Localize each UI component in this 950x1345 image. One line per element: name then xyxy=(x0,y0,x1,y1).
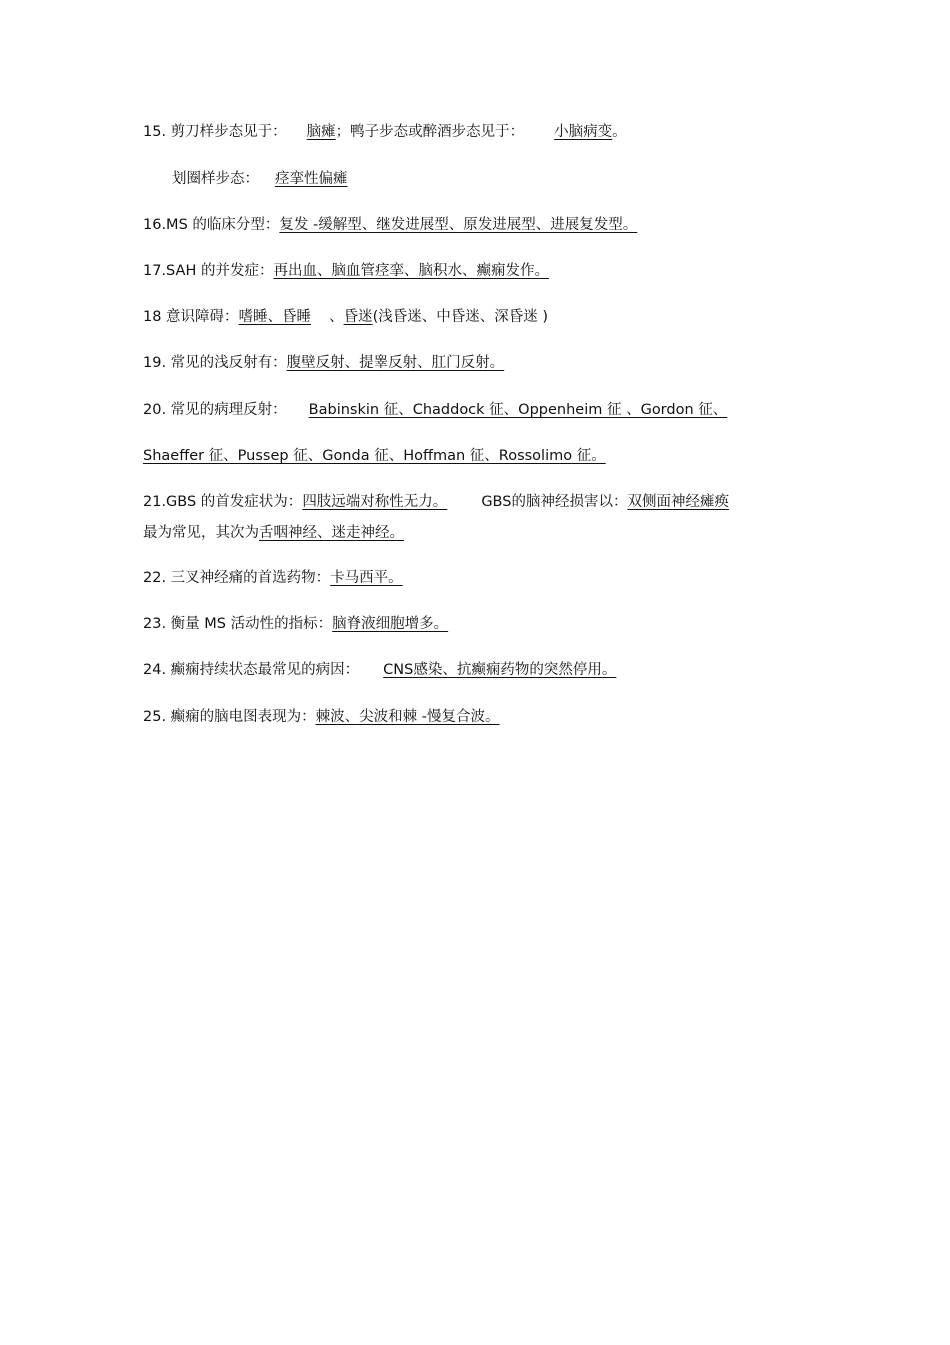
question-text: (浅昏迷、中昏迷、深昏迷 ) xyxy=(372,309,548,325)
question-text: 、 xyxy=(329,309,344,325)
answer-blank: Shaeffer 征、Pussep 征、Gonda 征、Hoffman 征、Rossolimo 征。 xyxy=(143,448,606,464)
question-text: 17.SAH 的并发症： xyxy=(143,263,274,279)
question-22 xyxy=(143,568,403,588)
answer-blank: 四肢远端对称性无力。 xyxy=(302,494,448,510)
question-15 xyxy=(143,122,627,142)
question-24 xyxy=(143,660,616,680)
answer-blank: 嗜睡、昏睡 xyxy=(238,309,312,325)
question-text: ；鸭子步态或醉酒步态见于： xyxy=(335,124,525,140)
question-20-continued xyxy=(143,446,606,466)
question-text: 21.GBS 的首发症状为： xyxy=(143,494,303,510)
question-21 xyxy=(143,492,729,512)
answer-blank: CNS感染、抗癫痫药物的突然停用。 xyxy=(383,662,617,678)
answer-blank: 卡马西平。 xyxy=(330,570,403,586)
question-text: 19. 常见的浅反射有： xyxy=(143,355,287,371)
answer-blank: 复发 -缓解型、继发进展型、原发进展型、进展复发型。 xyxy=(279,217,638,233)
answer-blank: 双侧面神经瘫痪 xyxy=(627,494,729,510)
answer-blank: 舌咽神经、迷走神经。 xyxy=(259,525,404,541)
question-19 xyxy=(143,353,504,373)
answer-blank: 小脑病变 xyxy=(554,124,613,140)
question-text: 15. 剪刀样步态见于： xyxy=(143,124,287,140)
answer-blank: 再出血、脑血管痉挛、脑积水、癫痫发作。 xyxy=(273,263,549,279)
answer-blank: 腹壁反射、提睾反射、肛门反射。 xyxy=(286,355,505,371)
answer-blank: Babinskin 征、Chaddock 征、Oppenheim 征 、Gordon 征、 xyxy=(308,402,728,418)
question-text: 24. 癫痫持续状态最常见的病因： xyxy=(143,662,360,678)
question-text: 20. 常见的病理反射： xyxy=(143,402,287,418)
question-25 xyxy=(143,707,500,727)
question-text: 25. 癫痫的脑电图表现为： xyxy=(143,709,316,725)
question-text: 18 意识障碍： xyxy=(143,309,239,325)
answer-blank: 脑脊液细胞增多。 xyxy=(332,616,449,632)
question-text: 。 xyxy=(612,124,627,140)
question-17 xyxy=(143,261,549,281)
question-16 xyxy=(143,215,637,235)
question-18 xyxy=(143,307,548,327)
question-text: 23. 衡量 MS 活动性的指标： xyxy=(143,616,333,632)
answer-blank: 脑瘫 xyxy=(306,124,336,140)
question-23 xyxy=(143,614,448,634)
question-15-continued xyxy=(172,169,348,189)
answer-blank: 棘波、尖波和棘 -慢复合波。 xyxy=(315,709,500,725)
question-text: 最为常见，其次为 xyxy=(143,525,259,541)
question-20 xyxy=(143,400,727,420)
question-text: 22. 三叉神经痛的首选药物： xyxy=(143,570,331,586)
answer-blank: 昏迷 xyxy=(343,309,373,325)
question-text: 划圈样步态： xyxy=(172,171,259,187)
question-text: 16.MS 的临床分型： xyxy=(143,217,280,233)
question-21-continued xyxy=(143,523,404,543)
answer-blank: 痉挛性偏瘫 xyxy=(275,171,348,187)
question-text: GBS的脑神经损害以： xyxy=(481,494,628,510)
